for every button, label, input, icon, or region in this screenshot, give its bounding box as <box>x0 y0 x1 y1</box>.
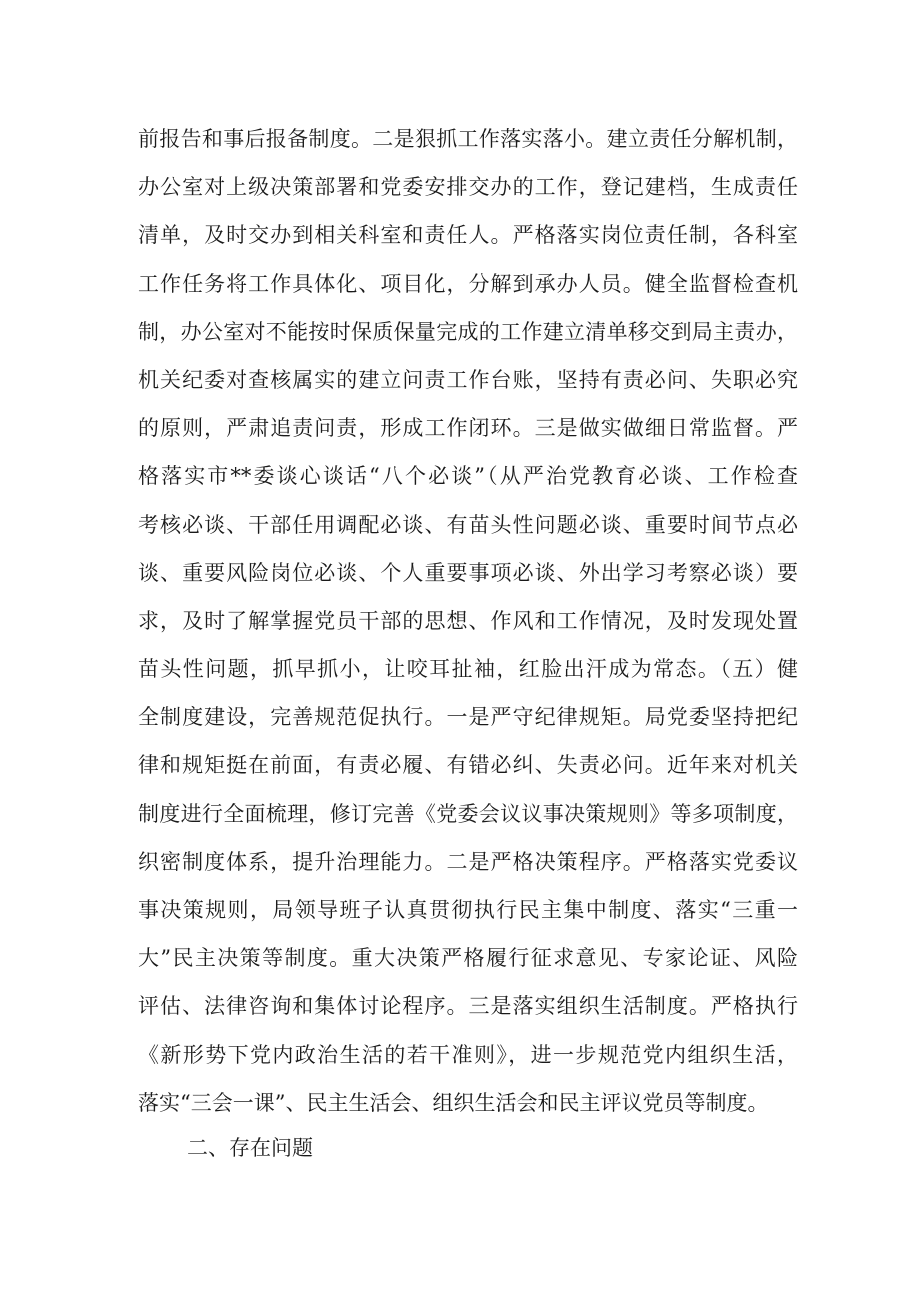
body-paragraph <box>138 122 798 1134</box>
text-line-7: 的原则，严肃追责问责，形成工作闭环。三是做实做细日常监督。严 <box>138 416 798 441</box>
text-line-10: 谈、重要风险岗位必谈、个人重要事项必谈、外出学习考察必谈）要 <box>138 560 798 585</box>
text-line-8: 格落实市**委谈心谈话“八个必谈”（从严治党教育必谈、工作检查 <box>138 464 798 489</box>
text-line-18: 大”民主决策等制度。重大决策严格履行征求意见、专家论证、风险 <box>138 946 798 971</box>
text-line-15: 制度进行全面梳理，修订完善《党委会议议事决策规则》等多项制度， <box>138 801 798 826</box>
section-heading: 二、存在问题 <box>187 1136 313 1160</box>
text-line-11: 求，及时了解掌握党员干部的思想、作风和工作情况，及时发现处置 <box>138 608 798 633</box>
text-line-20: 《新形势下党内政治生活的若干准则》，进一步规范党内组织生活， <box>138 1042 798 1067</box>
text-line-17: 事决策规则，局领导班子认真贯彻执行民主集中制度、落实“三重一 <box>138 898 798 922</box>
text-line-6: 机关纪委对查核属实的建立问责工作台账，坚持有责必问、失职必究 <box>138 367 798 392</box>
text-line-1: 前报告和事后报备制度。二是狠抓工作落实落小。建立责任分解机制， <box>138 127 798 151</box>
text-line-9: 考核必谈、干部任用调配必谈、有苗头性问题必谈、重要时间节点必 <box>138 512 798 537</box>
text-line-19: 评估、法律咨询和集体讨论程序。三是落实组织生活制度。严格执行 <box>138 994 798 1019</box>
text-line-3: 清单，及时交办到相关科室和责任人。严格落实岗位责任制，各科室 <box>138 223 798 248</box>
text-line-4: 工作任务将工作具体化、项目化，分解到承办人员。健全监督检查机 <box>138 271 798 296</box>
text-line-13: 全制度建设，完善规范促执行。一是严守纪律规矩。局党委坚持把纪 <box>138 705 798 730</box>
text-line-2: 办公室对上级决策部署和党委安排交办的工作，登记建档，生成责任 <box>138 175 798 200</box>
text-line-12: 苗头性问题，抓早抓小，让咬耳扯袖，红脸出汗成为常态。（五）健 <box>138 657 798 682</box>
text-line-16: 织密制度体系，提升治理能力。二是严格决策程序。严格落实党委议 <box>138 849 798 874</box>
text-line-21: 落实“三会一课”、民主生活会、组织生活会和民主评议党员等制度。 <box>138 1090 769 1115</box>
text-line-14: 律和规矩挺在前面，有责必履、有错必纠、失责必问。近年来对机关 <box>138 753 798 778</box>
text-line-5: 制，办公室对不能按时保质保量完成的工作建立清单移交到局主责办， <box>138 319 798 344</box>
